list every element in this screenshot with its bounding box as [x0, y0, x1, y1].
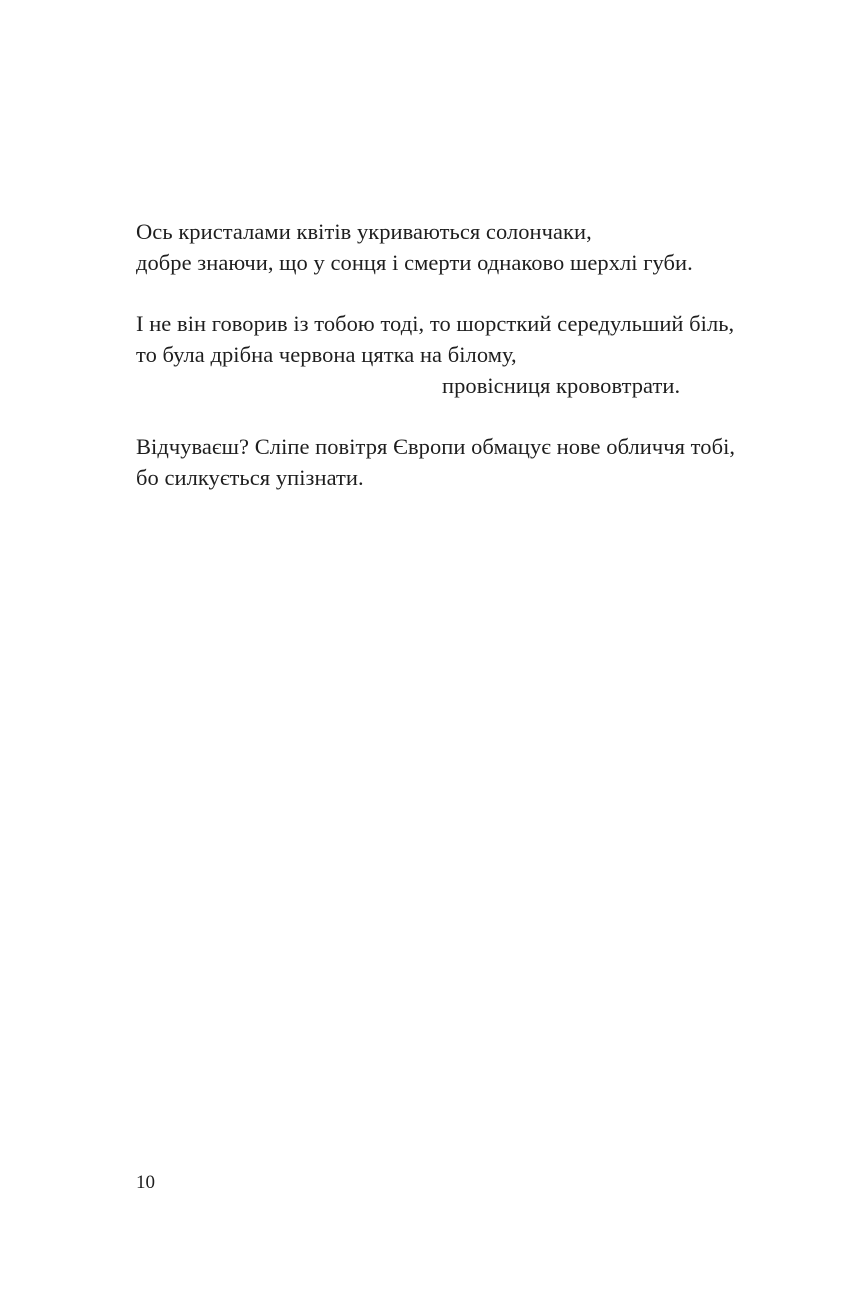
poem-line: Відчуваєш? Сліпе повітря Європи обмацує нове обличчя тобі, [136, 434, 736, 459]
poem-line: Ось кристалами квітів укриваються солончаки, [136, 219, 592, 244]
poem-line: то була дрібна червона цятка на білому, [136, 342, 517, 367]
poem-line: добре знаючи, що у сонця і смерти однаково шерхлі губи. [136, 250, 693, 275]
poem-line: бо силкується упізнати. [136, 465, 364, 490]
stanza-2 [136, 308, 826, 401]
stanza-1 [136, 216, 826, 278]
poem-line-indented: провісниця крововтрати. [442, 373, 681, 398]
stanza-3 [136, 431, 826, 493]
poem-line: І не він говорив із тобою тоді, то шорсткий середульший біль, [136, 311, 735, 336]
page-number: 10 [136, 1172, 155, 1193]
poem-text [136, 216, 826, 523]
